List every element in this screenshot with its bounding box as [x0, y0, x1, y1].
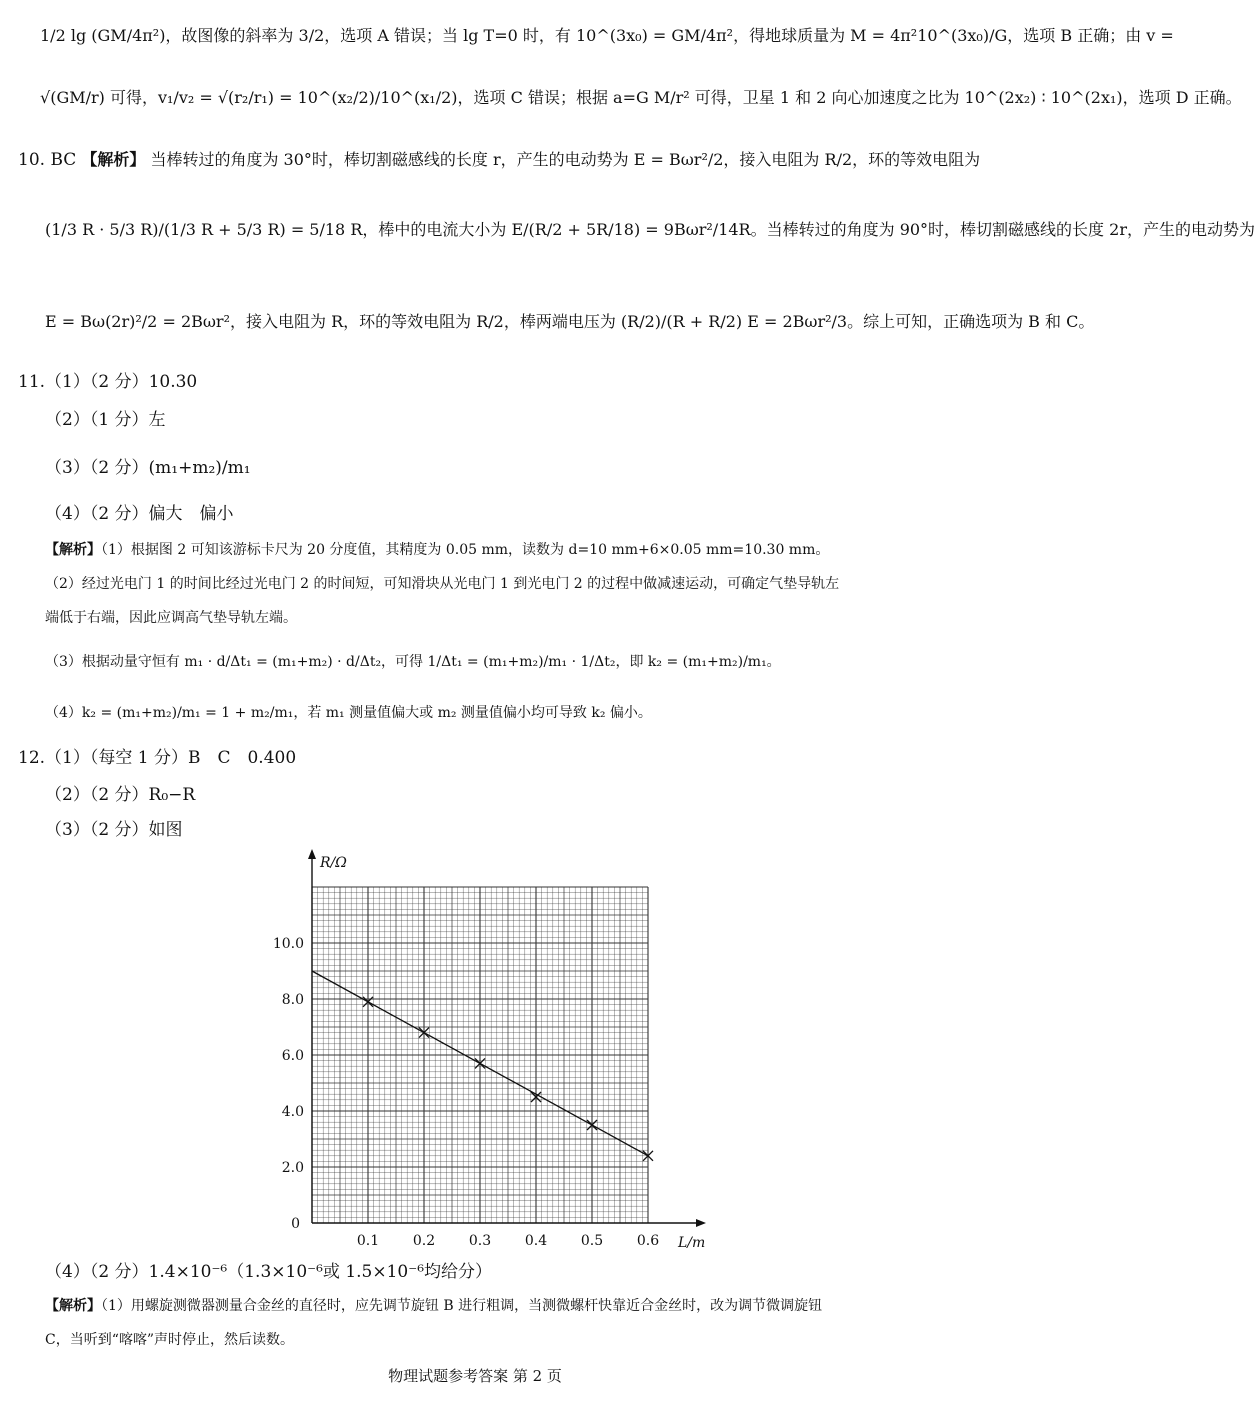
x-tick-label: 0.4	[524, 1233, 548, 1249]
q9-line-1: 1/2 lg (GM/4π²)，故图像的斜率为 3/2，选项 A 错误；当 lg T=0 时，有 10^(3x₀) = GM/4π²，得地球质量为 M = 4π²10^(3x₀)/G，选项 B 正确；由 v =	[40, 26, 1174, 45]
resistance-length-chart	[250, 845, 710, 1255]
q12-answer-1: 12.（1）（每空 1 分）B C 0.400	[18, 748, 297, 768]
chart-grid	[312, 887, 648, 1223]
page-footer: 物理试题参考答案 第 2 页	[388, 1367, 562, 1385]
y-tick-label: 4.0	[281, 1104, 304, 1120]
q10-line-2: (1/3 R · 5/3 R)/(1/3 R + 5/3 R) = 5/18 R，棒中的电流大小为 E/(R/2 + 5R/18) = 9Bωr²/14R。当棒转过的角度为 90°时，棒切割磁感线的长度 2r，产生的电动势为	[45, 220, 1255, 239]
y-tick-label: 10.0	[272, 936, 304, 952]
x-tick-label: 0.3	[468, 1233, 492, 1249]
q11-explain-3: （3）根据动量守恒有 m₁ · d/Δt₁ = (m₁+m₂) · d/Δt₂，可得 1/Δt₁ = (m₁+m₂)/m₁ · 1/Δt₂，即 k₂ = (m₁+m₂)/m₁。	[45, 654, 781, 670]
x-tick-label: 0.6	[636, 1233, 660, 1249]
y-tick-label: 8.0	[281, 992, 304, 1008]
x-tick-label: 0.5	[580, 1233, 604, 1249]
x-tick-label: 0.2	[412, 1233, 436, 1249]
q10-number: 10. BC	[18, 150, 77, 170]
q10-analysis-tag: 【解析】	[81, 150, 146, 169]
q12-explain-1a	[45, 1298, 822, 1316]
q11-explain-1	[45, 542, 829, 560]
q11-explain-1-text: （1）根据图 2 可知该游标卡尺为 20 分度值，其精度为 0.05 mm，读数为 d=10 mm+6×0.05 mm=10.30 mm。	[101, 542, 830, 558]
q11-answer-1: 11.（1）（2 分）10.30	[18, 372, 198, 392]
q10-line-1: 当棒转过的角度为 30°时，棒切割磁感线的长度 r，产生的电动势为 E = Bωr²/2，接入电阻为 R/2，环的等效电阻为	[150, 150, 981, 169]
q10-block	[18, 150, 980, 171]
q11-analysis-tag: 【解析】	[45, 542, 101, 558]
y-tick-label: 2.0	[281, 1160, 304, 1176]
y-axis-label: R/Ω	[320, 855, 347, 871]
q11-answer-4: （4）（2 分）偏大 偏小	[45, 504, 234, 524]
q12-analysis-tag: 【解析】	[45, 1298, 101, 1314]
q11-explain-2a: （2）经过光电门 1 的时间比经过光电门 2 的时间短，可知滑块从光电门 1 到光电门 2 的过程中做减速运动，可确定气垫导轨左	[45, 576, 840, 592]
y-tick-label: 6.0	[281, 1048, 304, 1064]
x-axis-label: L/m	[678, 1235, 706, 1251]
q11-explain-4: （4）k₂ = (m₁+m₂)/m₁ = 1 + m₂/m₁，若 m₁ 测量值偏大或 m₂ 测量值偏小均可导致 k₂ 偏小。	[45, 705, 652, 721]
y-axis-arrow	[308, 849, 316, 859]
q12-answer-2: （2）（2 分）R₀−R	[45, 785, 196, 805]
q12-explain-1a-text: （1）用螺旋测微器测量合金丝的直径时，应先调节旋钮 B 进行粗调，当测微螺杆快靠近合金丝时，改为调节微调旋钮	[101, 1298, 823, 1314]
q11-answer-3: （3）（2 分）(m₁+m₂)/m₁	[45, 458, 251, 478]
q12-explain-1b: C，当听到“喀喀”声时停止，然后读数。	[45, 1332, 295, 1348]
q11-answer-2: （2）（1 分）左	[45, 410, 166, 430]
q12-answer-4: （4）（2 分）1.4×10⁻⁶（1.3×10⁻⁶或 1.5×10⁻⁶均给分）	[45, 1262, 493, 1282]
q12-answer-3: （3）（2 分）如图	[45, 820, 183, 840]
q9-line-2: √(GM/r) 可得，v₁/v₂ = √(r₂/r₁) = 10^(x₂/2)/10^(x₁/2)，选项 C 错误；根据 a=G M/r² 可得，卫星 1 和 2 向心加速度之比为 10^(2x₂) ∶ 10^(2x₁)，选项 D 正确。	[40, 88, 1242, 107]
x-axis-arrow	[696, 1219, 706, 1227]
x-tick-label: 0.1	[356, 1233, 380, 1249]
origin-label: 0	[291, 1216, 300, 1232]
q10-line-3: E = Bω(2r)²/2 = 2Bωr²，接入电阻为 R，环的等效电阻为 R/2，棒两端电压为 (R/2)/(R + R/2) E = 2Bωr²/3。综上可知，正确选项为 B 和 C。	[45, 312, 1095, 331]
q11-explain-2b: 端低于右端，因此应调高气垫导轨左端。	[45, 610, 297, 626]
